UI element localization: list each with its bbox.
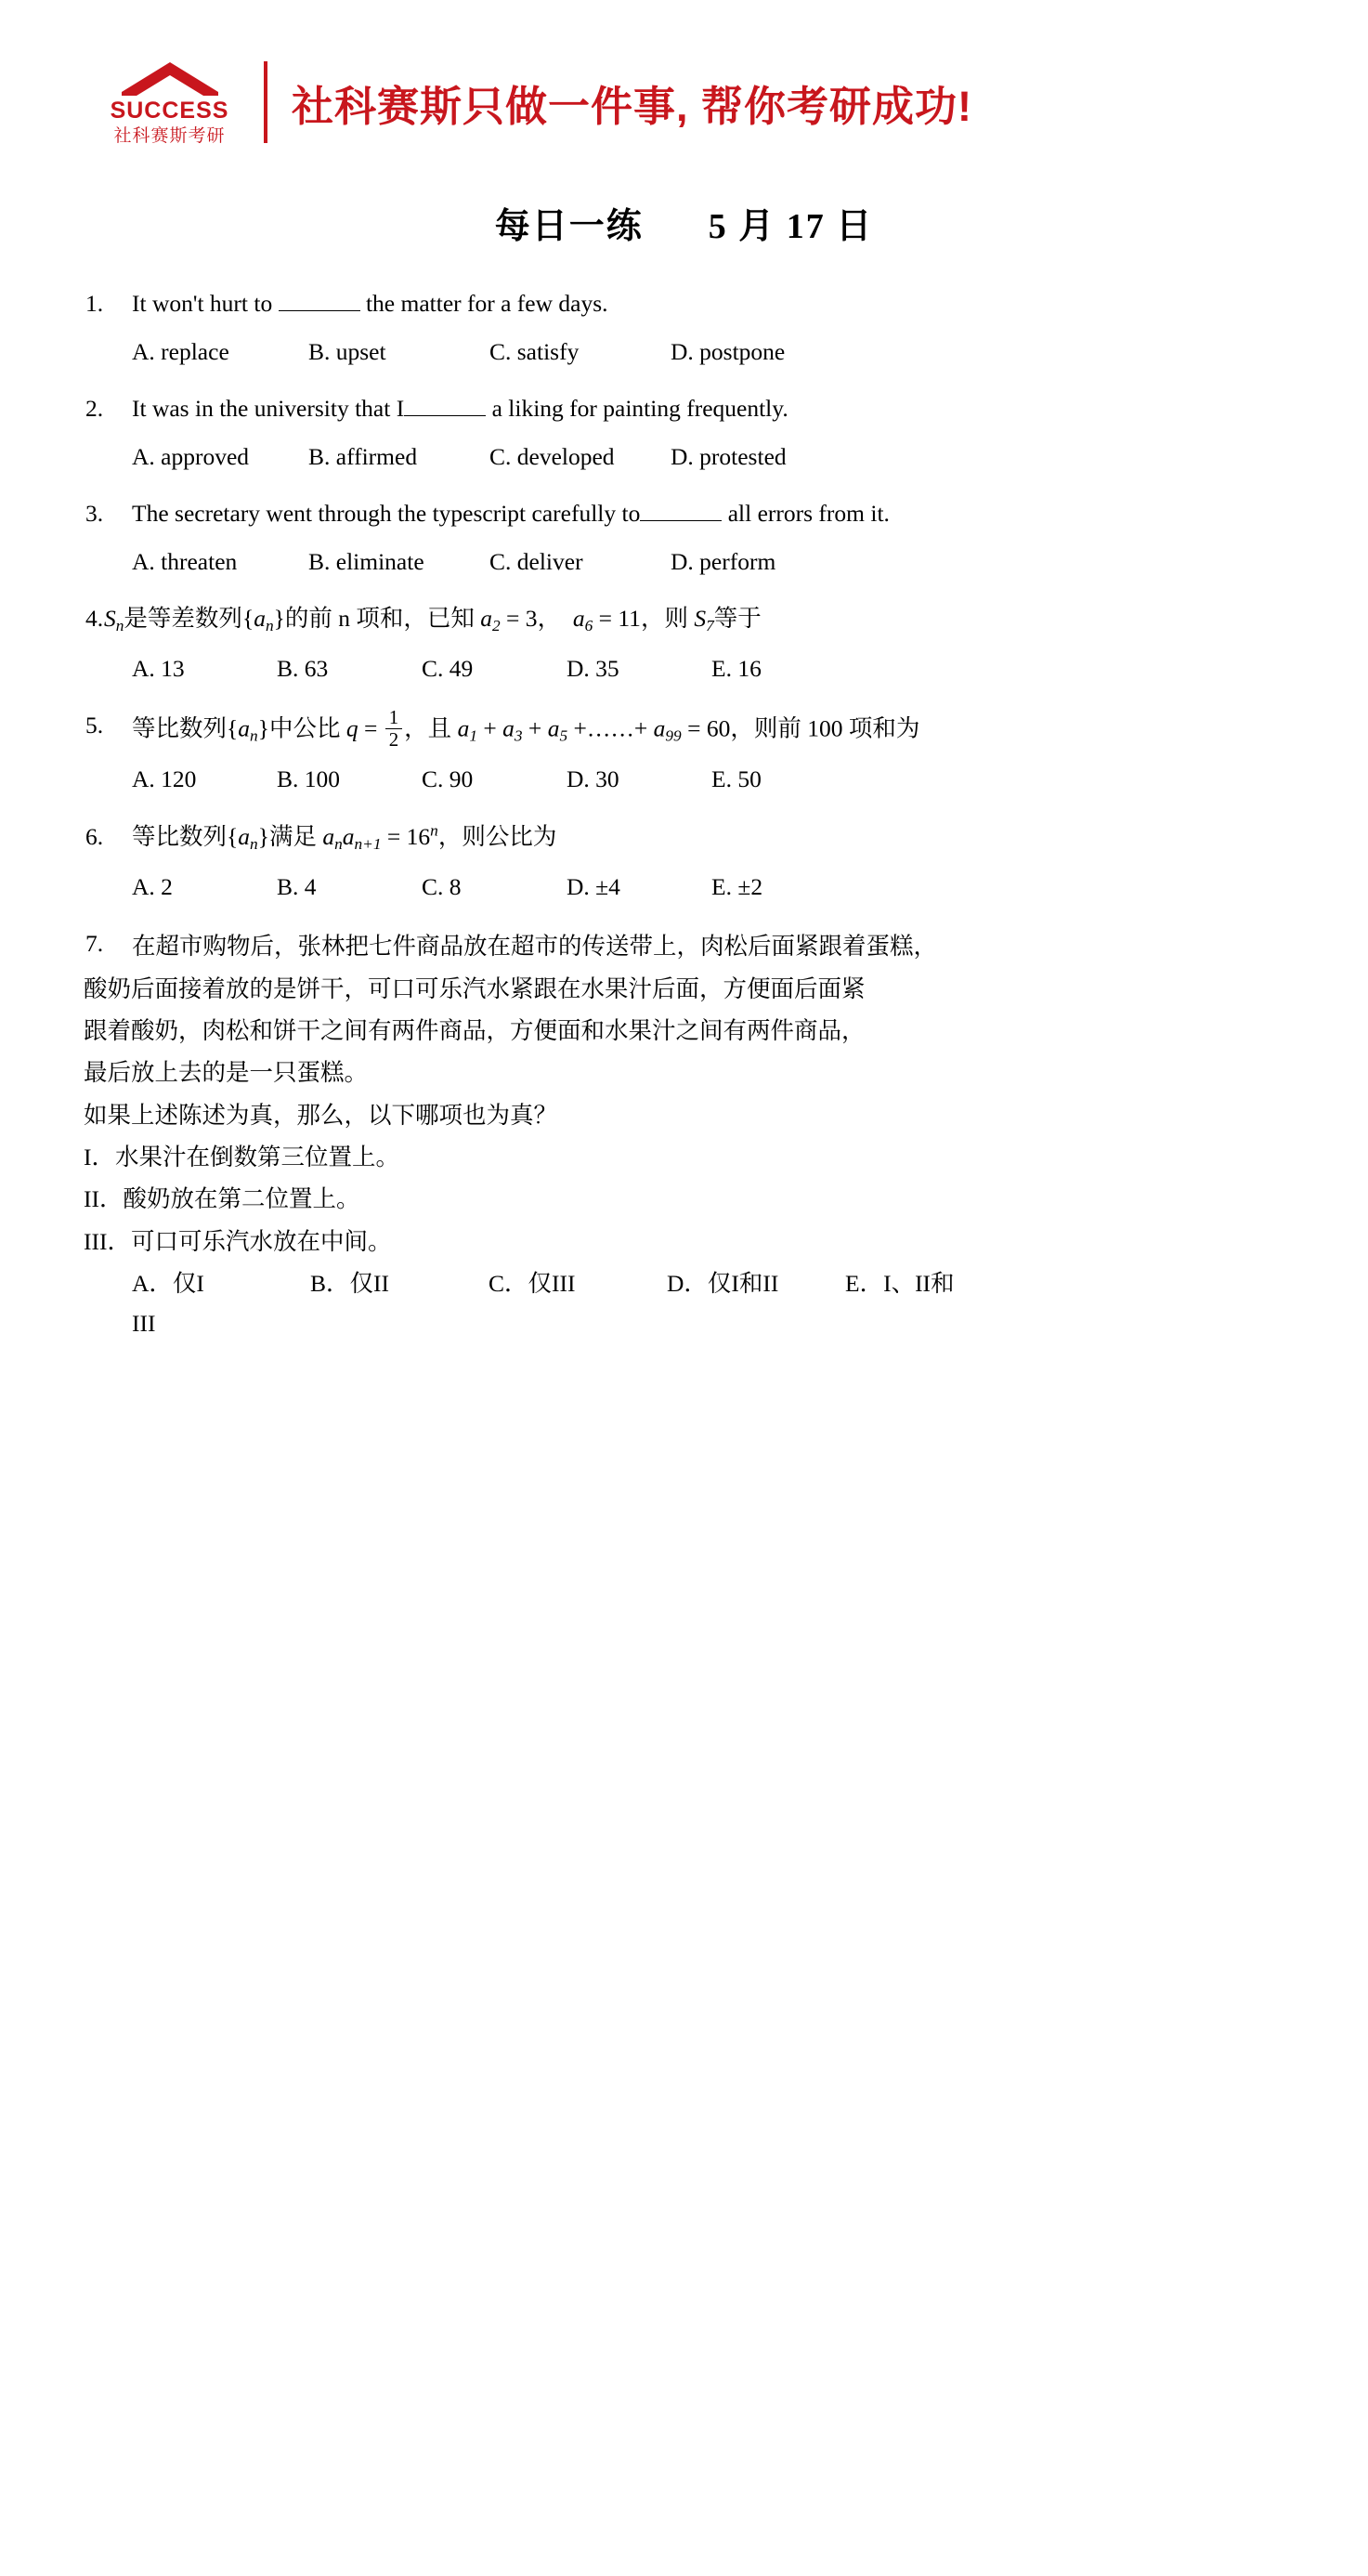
- question-stem: [132, 285, 1270, 322]
- logo-subtitle: 社科赛斯考研: [113, 125, 226, 146]
- option-d[interactable]: D. ±4: [567, 872, 620, 900]
- question-number: 3.: [85, 500, 104, 528]
- stem-after: all errors from it.: [722, 500, 890, 528]
- question-number: 2.: [85, 395, 104, 423]
- question-number: 6.: [85, 823, 104, 850]
- option-b[interactable]: B. upset: [308, 337, 386, 365]
- question-stem: [132, 390, 1270, 427]
- stem-line-2: 酸奶后面接着放的是饼干，可口可乐汽水紧跟在水果汁后面，方便面后面紧: [84, 974, 866, 1002]
- statement-3: III．可口可乐汽水放在中间。: [84, 1227, 392, 1255]
- option-d[interactable]: D. postpone: [671, 337, 786, 365]
- page-title: [0, 197, 1368, 248]
- page-header: [0, 0, 1368, 146]
- option-b[interactable]: B. eliminate: [308, 547, 424, 575]
- option-c[interactable]: C. deliver: [489, 547, 583, 575]
- header-slogan: 社科赛斯只做一件事, 帮你考研成功!: [292, 82, 972, 130]
- answer-blank: [279, 310, 360, 311]
- question-3: [84, 495, 1270, 580]
- options-5: [132, 761, 1270, 798]
- answer-blank: [640, 520, 722, 521]
- statement-1: I．水果汁在倒数第三位置上。: [84, 1144, 399, 1171]
- question-number: 7.: [85, 930, 104, 958]
- option-d[interactable]: D. perform: [671, 547, 776, 575]
- option-b[interactable]: B. 4: [277, 872, 317, 900]
- option-a[interactable]: A. threaten: [132, 547, 238, 575]
- option-b[interactable]: B．仅II: [310, 1270, 389, 1298]
- math-S: S: [104, 605, 116, 633]
- option-a[interactable]: A. 13: [132, 654, 185, 682]
- stem-line-5: 如果上述陈述为真，那么，以下哪项也为真？: [84, 1101, 558, 1129]
- options-7: [132, 1262, 1270, 1304]
- stem-before: It won't hurt to: [132, 290, 279, 317]
- question-stem: 等比数列$\{a_n\}$中公比 q = $\frac{1}{2}$ ，且 $a_1 + a_3 + a_5$ +……+ $a_{99} = 60$，则前 100 项和为: [132, 706, 920, 751]
- options-6: [132, 869, 1270, 906]
- option-a[interactable]: A．仅I: [132, 1270, 204, 1298]
- option-e[interactable]: E. ±2: [711, 872, 763, 900]
- option-d[interactable]: D. 35: [567, 654, 619, 682]
- options-2: [132, 438, 1270, 476]
- question-5: [84, 707, 1270, 798]
- question-6: [84, 818, 1270, 905]
- stem-line-4: 最后放上去的是一只蛋糕。: [84, 1059, 369, 1087]
- option-c[interactable]: C. satisfy: [489, 337, 580, 365]
- option-c[interactable]: C. 8: [422, 872, 462, 900]
- option-b[interactable]: B. affirmed: [308, 442, 418, 470]
- options-4: [132, 650, 1270, 687]
- stem-before: It was in the university that I: [132, 395, 405, 423]
- question-stem: $S_n$是等差数列$\{a_n\}$的前 n 项和，已知 $a_2 = 3$， $a_6 = 11$，则 $S_7$等于: [104, 605, 762, 634]
- question-list: [0, 285, 1368, 1341]
- question-number: 5.: [85, 712, 104, 739]
- stem-after: a liking for painting frequently.: [486, 395, 788, 423]
- option-c[interactable]: C．仅III: [489, 1270, 576, 1298]
- option-e[interactable]: E．I、II和: [845, 1270, 955, 1298]
- option-a[interactable]: A. 120: [132, 765, 197, 793]
- question-2: [84, 390, 1270, 475]
- title-main: 每日一练: [494, 207, 644, 246]
- option-e-continuation: III: [132, 1309, 156, 1337]
- option-e[interactable]: E. 50: [711, 765, 762, 793]
- option-a[interactable]: A. 2: [132, 872, 173, 900]
- option-b[interactable]: B. 63: [277, 654, 329, 682]
- option-c[interactable]: C. developed: [489, 442, 615, 470]
- stem-line-1: 在超市购物后，张林把七件商品放在超市的传送带上，肉松后面紧跟着蛋糕，: [132, 933, 938, 961]
- answer-blank: [404, 415, 486, 416]
- question-4: [84, 600, 1270, 686]
- question-7-body: [84, 968, 1270, 1263]
- option-b[interactable]: B. 100: [277, 765, 341, 793]
- options-3: [132, 543, 1270, 581]
- question-stem: [132, 925, 1270, 967]
- question-stem: [132, 495, 1270, 532]
- stem-before: The secretary went through the typescript carefully to: [132, 500, 641, 528]
- option-a[interactable]: A. approved: [132, 442, 250, 470]
- question-number: 4.: [85, 605, 104, 633]
- question-7: [84, 925, 1270, 1341]
- logo-wordmark: SUCCESS: [110, 97, 229, 124]
- stem-after: the matter for a few days.: [359, 290, 608, 317]
- question-stem: 等比数列$\{a_n\}$满足 $a_na_{n+1} = 16^n$，则公比为: [132, 821, 557, 853]
- title-date: 5 月 17 日: [708, 207, 874, 246]
- brand-logo: [88, 60, 251, 145]
- question-1: [84, 285, 1270, 370]
- option-c[interactable]: C. 49: [422, 654, 474, 682]
- option-d[interactable]: D. 30: [567, 765, 619, 793]
- statement-2: II．酸奶放在第二位置上。: [84, 1185, 360, 1213]
- fraction-one-half: $\frac{1}{2}$: [385, 707, 402, 750]
- question-number: 1.: [85, 290, 104, 317]
- option-d[interactable]: D. protested: [671, 442, 787, 470]
- stem-line-3: 跟着酸奶，肉松和饼干之间有两件商品，方便面和水果汁之间有两件商品，: [84, 1016, 866, 1044]
- option-a[interactable]: A. replace: [132, 337, 229, 365]
- option-e[interactable]: E. 16: [711, 654, 762, 682]
- option-c[interactable]: C. 90: [422, 765, 474, 793]
- roof-icon: [118, 60, 222, 98]
- option-d[interactable]: D．仅I和II: [667, 1270, 779, 1298]
- header-divider: [264, 61, 267, 143]
- options-1: [132, 333, 1270, 371]
